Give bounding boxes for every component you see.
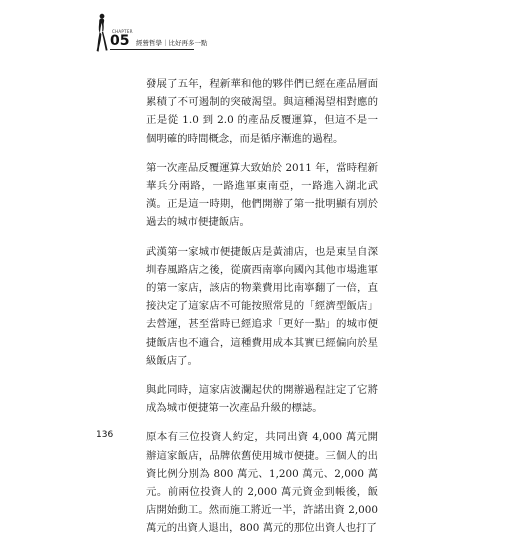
walking-woman-silhouette-icon bbox=[94, 13, 110, 53]
running-title: 經營哲學｜比好再多一點 bbox=[136, 39, 208, 47]
chapter-label: CHAPTER bbox=[112, 29, 133, 34]
paragraph: 第一次產品反覆運算大致始於 2011 年，當時程新華兵分兩路，一路進軍東南亞，一路進入湖北武漢。正是這一時期，他們開辦了第一批明顯有別於過去的城市便捷飯店。 bbox=[146, 161, 378, 229]
paragraph: 發展了五年，程新華和他的夥伴們已經在產品層面累積了不可遏制的突破渴望。與這種渴望相對應的正是從 1.0 到 2.0 的產品反覆運算，但這不是一個明確的時間概念，而是循序漸進的過程。 bbox=[146, 78, 378, 145]
header-rule bbox=[110, 49, 194, 50]
paragraph: 武漢第一家城市便捷飯店是黃浦店，也是東呈自深圳春風路店之後，從廣西南寧向國內其他市場進軍的第一家店，該店的物業費用比南寧翻了一倍，直接決定了這家店不可能按照常見的「經濟型飯店」去營運，甚至當時已經追求「更好一點」的城市便捷飯店也不適合，這種費用成本其實已經偏向於星級飯店了。 bbox=[146, 245, 378, 367]
paragraph: 原本有三位投資人約定，共同出資 4,000 萬元開辦這家飯店，品牌依舊使用城市便捷。三個人的出資比例分別為 800 萬元、1,200 萬元、2,000 萬元。前兩位投資人的 2,000 萬元資金到帳後，飯店開始動工。然而施工將近一半，許諾出資 2,000 萬元的出資人退出，800 萬元的那位出資人也打了 bbox=[146, 431, 378, 535]
page-number: 136 bbox=[96, 430, 114, 440]
paragraph: 與此同時，這家店波瀾起伏的開辦過程註定了它將成為城市便捷第一次產品升級的標誌。 bbox=[146, 384, 378, 415]
body-text bbox=[146, 75, 378, 549]
running-header bbox=[94, 13, 354, 53]
chapter-number: 05 bbox=[110, 33, 130, 49]
